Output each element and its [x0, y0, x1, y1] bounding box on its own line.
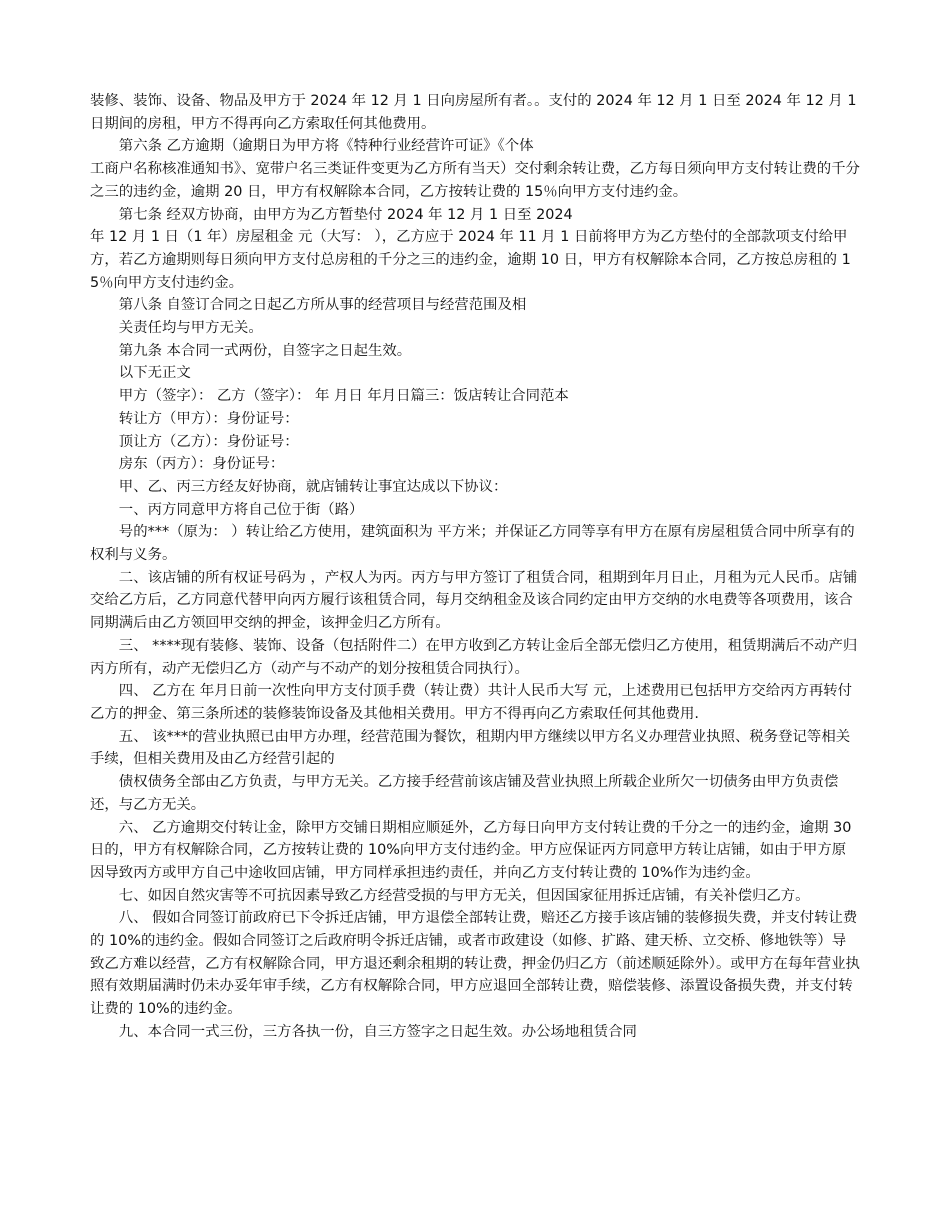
- document-paragraph: 第七条 经双方协商，由甲方为乙方暂垫付 2024 年 12 月 1 日至 2024: [118, 206, 573, 223]
- document-paragraph: 八、 假如合同签订前政府已下令拆迁店铺，甲方退偿全部转让费，赔还乙方接手该店铺的装修损失费，并支付转让费的 10%的违约金。假如合同签订之后政府明令拆迁店铺，或者市政建设（如修、扩路、建天桥、立交桥、修地铁等）导致乙方难以经营，乙方有权解除合同，甲方退还剩余租期的转让费，押金仍归乙方（前述顺延除外）。或甲方在每年营业执照有效期届满时仍未办妥年审手续，乙方有权解除合同，甲方应退回全部转让费，赔偿装修、添置设备损失费，并支付转让费的 10%的违约金。: [90, 910, 860, 1018]
- document-paragraph: 甲、乙、丙三方经友好协商，就店铺转让事宜达成以下协议：: [118, 478, 508, 495]
- document-paragraph: 六、 乙方逾期交付转让金，除甲方交铺日期相应顺延外，乙方每日向甲方支付转让费的千分之一的违约金，逾期 30 日的，甲方有权解除合同，乙方按转让费的 10%向甲方支付违约金。甲方应保证丙方同意甲方转让店铺，如由于甲方原因导致丙方或甲方自己中途收回店铺，甲方同样承担违约责任，并向乙方支付转让费的 10%作为违约金。: [90, 819, 852, 881]
- document-paragraph: 年 12 月 1 日（1 年）房屋租金 元（大写： ），乙方应于 2024 年 11 月 1 日前将甲方为乙方垫付的全部款项支付给甲方，若乙方逾期则每日须向甲方支付总房租的千分之三的违约金，逾期 10 日，甲方有权解除本合同，乙方按总房租的 15％向甲方支付违约金。: [90, 229, 851, 291]
- document-paragraph: 二、该店铺的所有权证号码为 ，产权人为丙。丙方与甲方签订了租赁合同，租期到年月日止，月租为元人民币。店铺交给乙方后，乙方同意代替甲向丙方履行该租赁合同，每月交纳租金及该合同约定由甲方交纳的水电费等各项费用，该合同期满后由乙方领回甲交纳的押金，该押金归乙方所有。: [90, 569, 858, 632]
- document-paragraph: 七、如因自然灾害等不可抗因素导致乙方经营受损的与甲方无关，但因国家征用拆迁店铺，有关补偿归乙方。: [118, 887, 810, 904]
- document-paragraph: 房东（丙方）：身份证号：: [118, 456, 285, 473]
- document-paragraph: 三、 ****现有装修、装饰、设备（包括附件二）在甲方收到乙方转让金后全部无偿归乙方使用，租赁期满后不动产归丙方所有，动产无偿归乙方（动产与不动产的划分按租赁合同执行）。: [90, 637, 858, 677]
- document-paragraph: 装修、装饰、设备、物品及甲方于 2024 年 12 月 1 日向房屋所有者。。支付的 2024 年 12 月 1 日至 2024 年 12 月 1 日期间的房租，甲方不得再向乙方索取任何其他费用。: [90, 93, 857, 132]
- document-paragraph: 转让方（甲方）：身份证号：: [118, 410, 299, 427]
- document-body: [90, 90, 860, 1044]
- document-paragraph: 四、 乙方在 年月日前一次性向甲方支付顶手费（转让费）共计人民币大写 元，上述费用已包括甲方交给丙方再转付乙方的押金、第三条所述的装修装饰设备及其他相关费用。甲方不得再向乙方索取任何其他费用.: [90, 683, 853, 722]
- document-paragraph: 关责任均与甲方无关。: [118, 320, 263, 337]
- document-paragraph: 第八条 自签订合同之日起乙方所从事的经营项目与经营范围及相: [118, 297, 527, 314]
- document-paragraph: 第六条 乙方逾期（逾期日为甲方将《特种行业经营许可证》《个体: [118, 138, 534, 155]
- document-paragraph: 债权债务全部由乙方负责，与甲方无关。乙方接手经营前该店铺及营业执照上所载企业所欠一切债务由甲方负责偿还，与乙方无关。: [90, 774, 839, 813]
- document-paragraph: 九、本合同一式三份，三方各执一份，自三方签字之日起生效。办公场地租赁合同: [118, 1023, 637, 1040]
- document-paragraph: 以下无正文: [118, 365, 191, 382]
- document-paragraph: 一、丙方同意甲方将自己位于街（路）: [118, 501, 364, 518]
- document-paragraph: 工商户名称核准通知书》、宽带户名三类证件变更为乙方所有当天）交付剩余转让费，乙方每日须向甲方支付转让费的千分之三的违约金，逾期 20 日，甲方有权解除本合同，乙方按转让费的 15％向甲方支付违约金。: [90, 161, 860, 200]
- document-paragraph: 甲方（签字）： 乙方（签字）： 年 月日 年月日篇三：饭店转让合同范本: [118, 388, 569, 405]
- document-paragraph: 顶让方（乙方）：身份证号：: [118, 433, 299, 450]
- document-paragraph: 五、 该***的营业执照已由甲方办理，经营范围为餐饮，租期内甲方继续以甲方名义办理营业执照、税务登记等相关手续，但相关费用及由乙方经营引起的: [90, 728, 851, 768]
- document-paragraph: 号的***（原为： ）转让给乙方使用，建筑面积为 平方米；并保证乙方同等享有甲方在原有房屋租赁合同中所享有的权利与义务。: [90, 524, 855, 564]
- document-paragraph: 第九条 本合同一式两份，自签字之日起生效。: [118, 342, 412, 359]
